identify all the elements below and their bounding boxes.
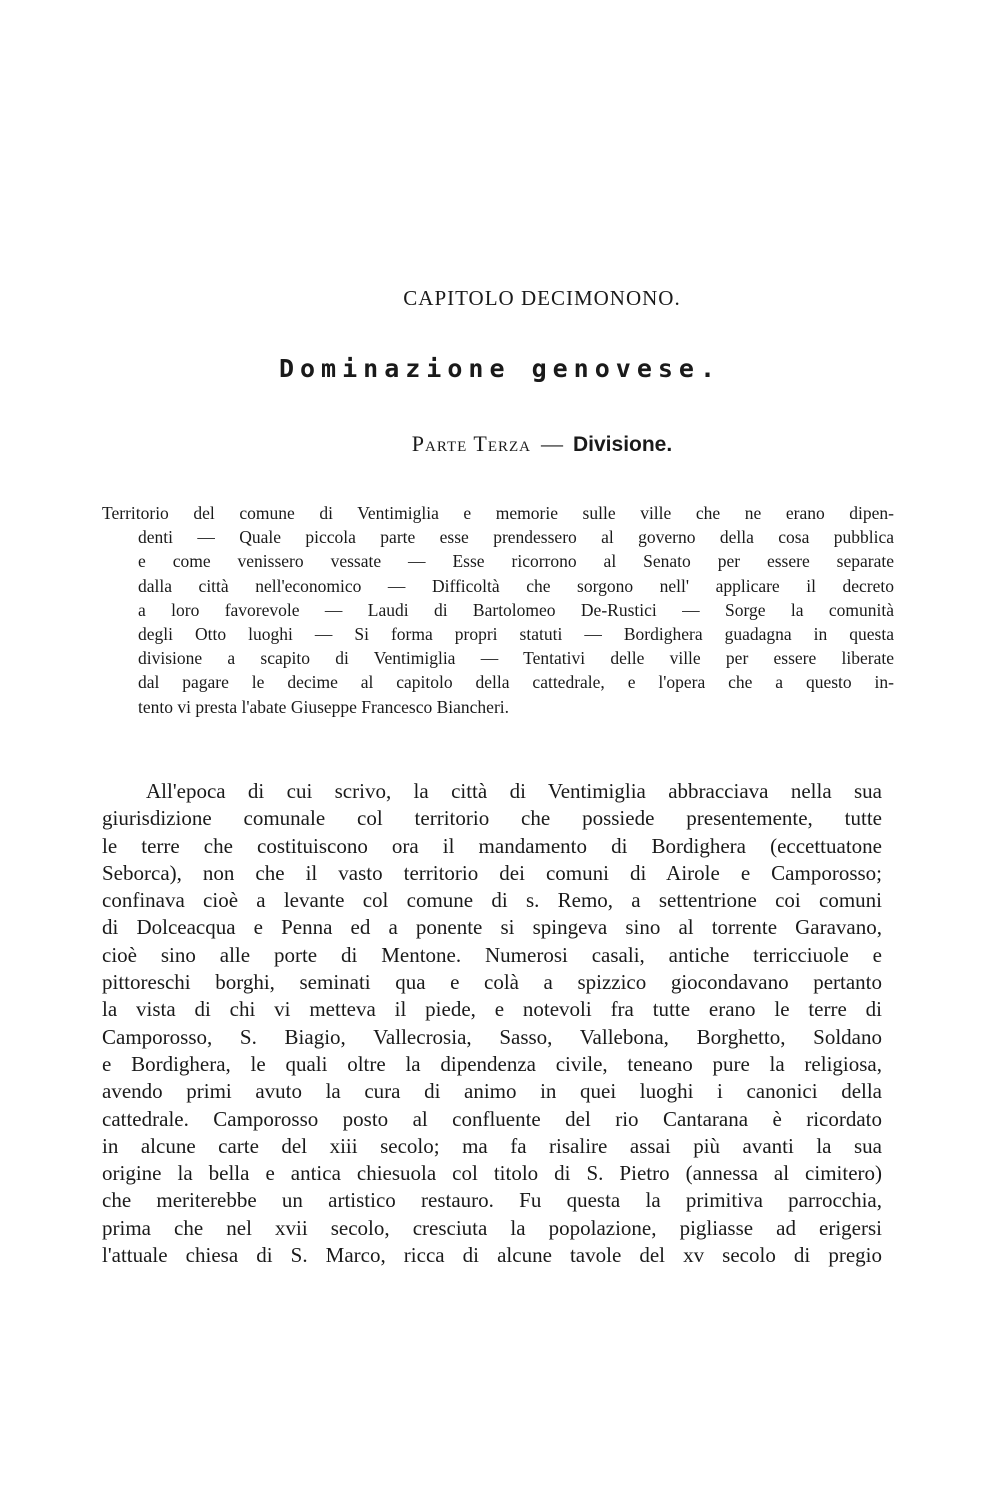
- body-line: prima che nel xvii secolo, cresciuta la popolazione, pigliasse ad erigersi: [102, 1215, 882, 1240]
- part-heading: [0, 431, 1000, 457]
- summary-line: e come venissero vessate — Esse ricorrono al Senato per essere separate: [138, 551, 894, 572]
- body-line: la vista di chi vi metteva il piede, e notevoli fra tutte erano le terre di: [102, 997, 882, 1022]
- body-line: di Dolceacqua e Penna ed a ponente si spingeva sino al torrente Garavano,: [102, 915, 882, 940]
- body-line: origine la bella e antica chiesuola col titolo di S. Pietro (annessa al cimitero): [102, 1161, 882, 1186]
- summary-line: denti — Quale piccola parte esse prendessero al governo della cosa pubblica: [138, 527, 894, 548]
- summary-line: dalla città nell'economico — Difficoltà che sorgono nell' applicare il decreto: [138, 575, 894, 596]
- summary-line: tento vi presta l'abate Giuseppe Francesco Biancheri.: [138, 696, 510, 717]
- body-line: e Bordighera, le quali oltre la dipendenza civile, teneano pure la religiosa,: [102, 1051, 882, 1076]
- part-name: Divisione.: [573, 433, 673, 456]
- summary-line: Territorio del comune di Ventimiglia e memorie sulle ville che ne erano dipen-: [102, 503, 894, 523]
- body-line: confinava cioè a levante col comune di s. Remo, a settentrione coi comuni: [102, 888, 882, 913]
- body-line: pittoreschi borghi, seminati qua e colà a spizzico giocondavano pertanto: [102, 970, 882, 995]
- body-line: All'epoca di cui scrivo, la città di Ventimiglia abbracciava nella sua: [146, 779, 882, 803]
- chapter-title: Dominazione genovese.: [278, 354, 722, 383]
- part-label: Parte Terza: [411, 431, 531, 456]
- body-line: Camporosso, S. Biagio, Vallecrosia, Sasso, Vallebona, Borghetto, Soldano: [102, 1024, 882, 1049]
- body-line: Seborca), non che il vasto territorio dei comuni di Airole e Camporosso;: [102, 860, 882, 885]
- chapter-summary: [102, 501, 894, 719]
- body-line: le terre che costituiscono ora il mandamento di Bordighera (eccettuatone: [102, 833, 882, 858]
- summary-line: degli Otto luoghi — Si forma propri statuti — Bordighera guadagna in questa: [138, 624, 894, 645]
- body-line: avendo primi avuto la cura di animo in quei luoghi i canonici della: [102, 1079, 882, 1104]
- body-line: l'attuale chiesa di S. Marco, ricca di alcune tavole del xv secolo di pregio: [102, 1243, 882, 1268]
- summary-line: a loro favorevole — Laudi di Bartolomeo De-Rustici — Sorge la comunità: [138, 599, 894, 620]
- summary-line: dal pagare le decime al capitolo della cattedrale, e l'opera che a questo in-: [138, 672, 894, 693]
- body-line: che meriterebbe un artistico restauro. Fu questa la primitiva parrocchia,: [102, 1188, 882, 1213]
- summary-line: divisione a scapito di Ventimiglia — Tentativi delle ville per essere liberate: [138, 648, 894, 669]
- part-dash: —: [541, 431, 563, 456]
- body-line: cioè sino alle porte di Mentone. Numerosi casali, antiche terricciuole e: [102, 942, 882, 967]
- body-line: cattedrale. Camporosso posto al confluente del rio Cantarana è ricordato: [102, 1106, 882, 1131]
- chapter-heading-text: CAPITOLO DECIMONONO.: [403, 286, 681, 310]
- body-line: giurisdizione comunale col territorio che possiede presentemente, tutte: [102, 806, 882, 831]
- chapter-heading: [0, 286, 1000, 311]
- body-paragraph: [102, 778, 882, 1269]
- body-line: in alcune carte del xiii secolo; ma fa risalire assai più avanti la sua: [102, 1133, 882, 1158]
